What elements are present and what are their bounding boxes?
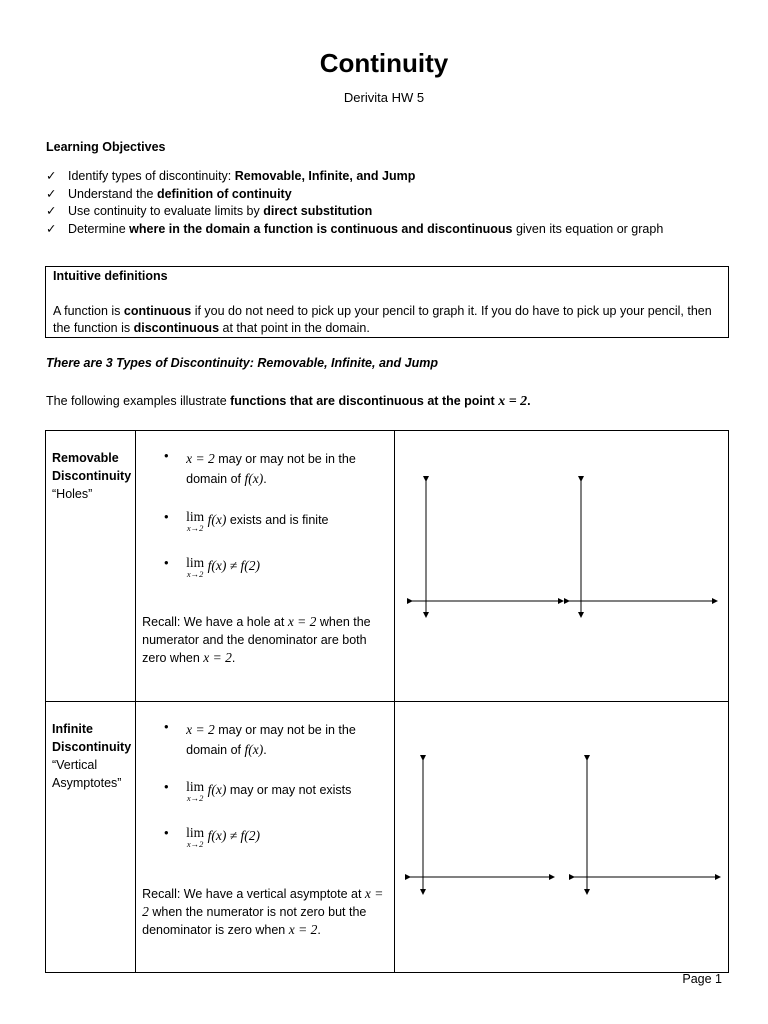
blank-axes-graphs — [395, 431, 729, 683]
checkmark-icon: ✓ — [46, 186, 57, 201]
page-number: Page 1 — [682, 972, 722, 986]
objective-item: ✓ Determine where in the domain a function is continuous and discontinuous given its equation or graph — [46, 221, 663, 239]
intuitive-definitions-text: A function is continuous if you do not need to pick up your pencil to graph it. If you do have to pick up your pencil, then the function is discontinuous at that point in the domain. — [53, 304, 712, 335]
recall-note: Recall: We have a vertical asymptote at x = 2 when the numerator is not zero but the denominator is zero when x = 2. — [142, 886, 384, 937]
table-row — [46, 431, 729, 702]
checkmark-icon: ✓ — [46, 204, 57, 218]
recall-note: Recall: We have a hole at x = 2 when the numerator and the denominator are both zero when x = 2. — [142, 614, 371, 665]
graph-cell — [394, 702, 729, 973]
checkmark-icon: ✓ — [46, 169, 57, 183]
learning-objectives-list — [46, 168, 663, 238]
table-row — [46, 702, 729, 973]
learning-objectives-heading: Learning Objectives — [46, 140, 166, 154]
discontinuity-type-label: Infinite Discontinuity “Vertical Asymptotes” — [46, 702, 136, 973]
page-title: Continuity — [319, 48, 449, 78]
discontinuity-conditions-cell: • x = 2 may or may not be in the domain of f(x). • lim x→2 f(x) exists and is finite • lim x→2 f(x) ≠ f(2) Recall: We have a hole at x = 2 when the numerator and the denominator are both zero when x = 2. — [136, 431, 394, 702]
blank-axes-graph-right — [572, 758, 718, 892]
checkmark-icon: ✓ — [46, 221, 57, 236]
types-heading: There are 3 Types of Discontinuity: Removable, Infinite, and Jump — [46, 356, 438, 370]
page-subtitle: Derivita HW 5 — [343, 90, 425, 105]
examples-intro: The following examples illustrate functions that are discontinuous at the point x = 2. — [46, 394, 531, 409]
blank-axes-graph-right — [567, 479, 715, 615]
blank-axes-graph-left — [408, 758, 552, 892]
discontinuity-examples-table — [45, 430, 729, 973]
blank-axes-graph-left — [410, 479, 561, 615]
intuitive-definitions-title: Intuitive definitions — [53, 269, 168, 283]
graph-cell — [394, 431, 729, 702]
objective-item: ✓ Identify types of discontinuity: Removable, Infinite, and Jump — [46, 168, 663, 186]
intuitive-definitions-box — [45, 266, 729, 338]
discontinuity-type-label: Removable Discontinuity “Holes” — [46, 431, 136, 702]
blank-axes-graphs — [395, 702, 729, 954]
objective-item: ✓ Use continuity to evaluate limits by direct substitution — [46, 203, 663, 221]
discontinuity-conditions-cell: • x = 2 may or may not be in the domain of f(x). • lim x→2 f(x) may or may not exists • lim x→2 f(x) ≠ f(2) Recall: We have a vertical asymptote at x = 2 when the numerator is not zero but the denominator is zero when x = 2. — [136, 702, 394, 973]
objective-item: ✓ Understand the definition of continuity — [46, 186, 663, 204]
